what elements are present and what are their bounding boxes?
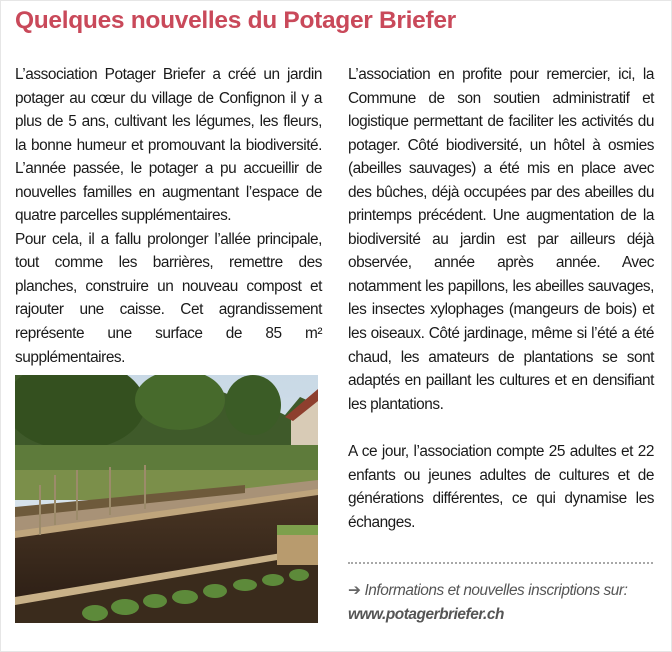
paragraph-intro: L’association Potager Briefer a créé un jardin potager au cœur du village de Confignon il y a plus de 5 ans, cultivant les légumes, les fleurs, la bonne humeur et promouvant la biodiversité. L’année passée, le potager a pu accueillir de nouvelles familles en augmentant l’espace de quatre parcelles supplémentaires.	[15, 66, 322, 225]
paragraph-thanks: L’association en profite pour remercier, ici, la Commune de son soutien administratif et logistique permettant de faciliter les activités du potager. Côté biodiversité, un hôtel à osmies (abeilles sauvages) a été mis en place avec des bûches, déjà occupées par des abeilles du printemps précédent. Une augmentation de la biodiversité au jardin est par ailleurs déjà observée, année après année. Avec notamment les papillons, les abeilles sauvages, les insectes xylophages (mangeurs de bois) et les oiseaux. Côté jardinage, même si l’été a été chaud, les amateurs de plantations se sont adaptés en paillant les cultures et en densifiant les plantations.	[348, 66, 654, 413]
paragraph-extension: Pour cela, il a fallu prolonger l’allée principale, tout comme les barrières, remettre des planches, construire un nouveau compost et rajouter une caisse. Cet agrandissement représente une surface de 85 m² supplémentaires.	[15, 230, 322, 366]
garden-photo-illustration	[15, 375, 318, 623]
dotted-divider	[348, 562, 653, 564]
left-column	[15, 63, 322, 369]
garden-photo	[15, 375, 318, 623]
article-title: Quelques nouvelles du Potager Briefer	[15, 7, 456, 34]
paragraph-members: A ce jour, l’association compte 25 adultes et 22 enfants ou jeunes adultes de cultures et de générations différentes, ce qui dynamise les échanges.	[348, 443, 654, 531]
right-column	[348, 63, 654, 534]
info-box	[348, 579, 658, 626]
arrow-right-icon: ➔	[348, 582, 361, 599]
info-text: Informations et nouvelles inscriptions sur:	[364, 582, 628, 599]
website-link[interactable]: www.potagerbriefer.ch	[348, 605, 504, 623]
